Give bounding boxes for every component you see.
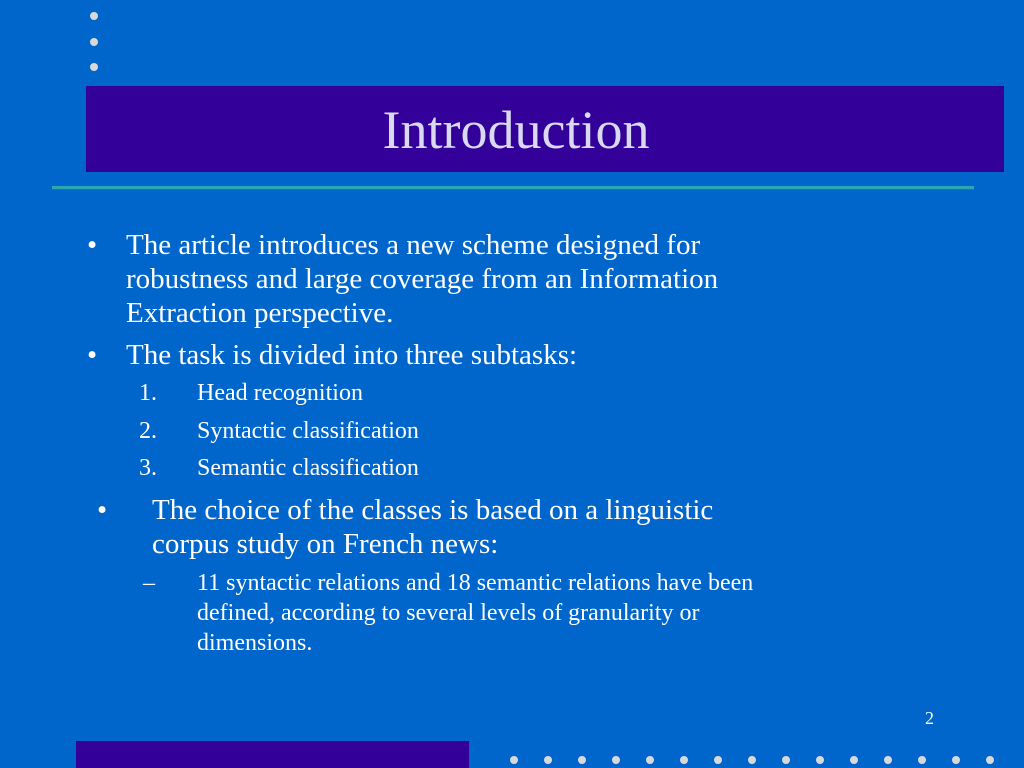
bullet-marker: • [87, 339, 98, 371]
bullet-text [126, 228, 718, 330]
decor-dot [544, 756, 552, 764]
bullet-item [97, 493, 967, 563]
number-marker: 2. [139, 418, 157, 444]
decor-dot [646, 756, 654, 764]
dash-line: dimensions. [197, 630, 313, 656]
decor-dot [90, 12, 98, 20]
bottom-bar [76, 741, 469, 768]
numbered-item-text: Semantic classification [197, 455, 419, 481]
decor-dot [612, 756, 620, 764]
dash-marker: – [143, 570, 155, 596]
slide-title: Introduction [382, 100, 650, 160]
decor-dot [90, 63, 98, 71]
number-marker: 1. [139, 380, 157, 406]
bullet-text [126, 338, 577, 372]
decor-dot [816, 756, 824, 764]
bullet-marker: • [97, 494, 108, 526]
numbered-item [139, 416, 539, 446]
bullet-marker: • [87, 229, 98, 261]
bullet-line: Extraction perspective. [126, 297, 394, 329]
decor-dot [918, 756, 926, 764]
decor-dot [714, 756, 722, 764]
number-marker: 3. [139, 455, 157, 481]
decor-dot [510, 756, 518, 764]
numbered-item [139, 378, 539, 408]
decor-dot [952, 756, 960, 764]
decor-dot [986, 756, 994, 764]
decor-dot [680, 756, 688, 764]
numbered-item [139, 453, 539, 483]
bullet-item [87, 338, 967, 374]
dash-item-text [197, 568, 753, 658]
bullet-line: The article introduces a new scheme designed for [126, 229, 701, 261]
bullet-line: robustness and large coverage from an Information [126, 263, 719, 295]
decor-dot [782, 756, 790, 764]
page-number: 2 [925, 708, 934, 728]
bullet-line: The choice of the classes is based on a linguistic [152, 494, 714, 526]
bullet-text [152, 493, 713, 561]
dash-line: defined, according to several levels of granularity or [197, 600, 700, 626]
decor-dot [90, 38, 98, 46]
decor-dot [748, 756, 756, 764]
numbered-item-text: Syntactic classification [197, 418, 419, 444]
title-divider [52, 186, 974, 189]
bullet-line: corpus study on French news: [152, 528, 499, 560]
dash-item [143, 568, 1003, 658]
decor-dot [884, 756, 892, 764]
bullet-line: The task is divided into three subtasks: [126, 339, 578, 371]
decor-dot [578, 756, 586, 764]
bullet-item [87, 228, 967, 332]
dash-line: 11 syntactic relations and 18 semantic relations have been [197, 570, 754, 596]
numbered-item-text: Head recognition [197, 380, 363, 406]
decor-dot [850, 756, 858, 764]
